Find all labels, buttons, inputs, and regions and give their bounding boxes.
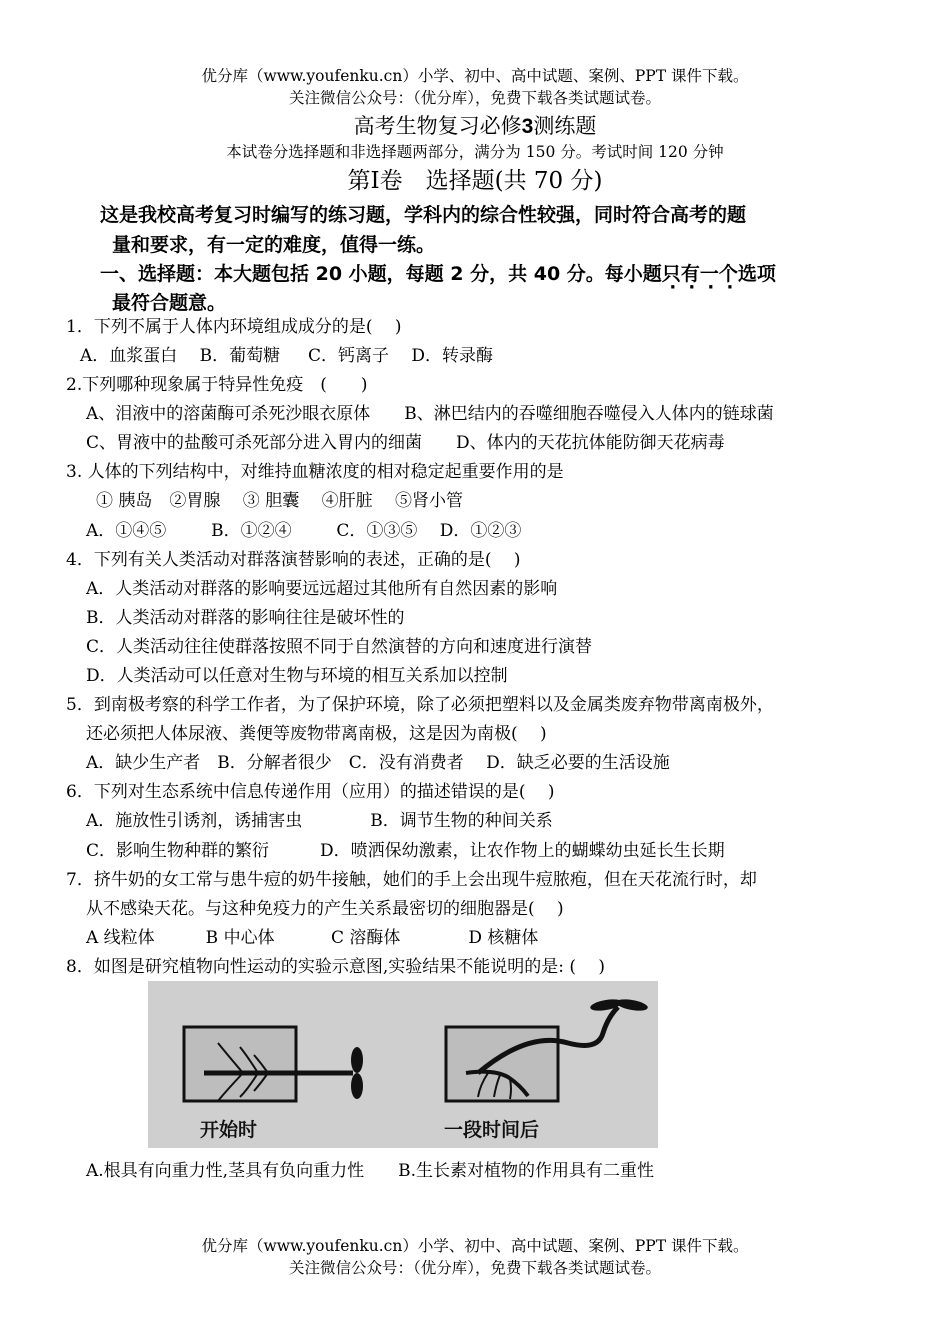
q4-option-a: A．人类活动对群落的影响要远远超过其他所有自然因素的影响 (86, 579, 558, 599)
intro-line-2: 量和要求，有一定的难度，值得一练。 (112, 234, 436, 256)
q4-option-d: D．人类活动可以任意对生物与环境的相互关系加以控制 (86, 666, 508, 686)
title-prefix: 高考生物复习必修 (353, 114, 522, 138)
intro-line-1: 这是我校高考复习时编写的练习题，学科内的综合性较强，同时符合高考的题 (100, 204, 747, 226)
q4-option-b: B．人类活动对群落的影响往往是破坏性的 (86, 608, 405, 628)
q8-options: A.根具有向重力性,茎具有负向重力性 B.生长素对植物的作用具有二重性 (86, 1161, 654, 1181)
section-heading-line-2: 最符合题意。 (112, 292, 227, 314)
page-title (0, 110, 950, 140)
q3-items: ① 胰岛 ②胃腺 ③ 胆囊 ④肝脏 ⑤肾小管 (96, 491, 464, 511)
footer-line-1: 优分库（www.youfenku.cn）小学、初中、高中试题、案例、PPT 课件下载。 (201, 1237, 749, 1255)
title-suffix: 测练题 (533, 114, 597, 138)
q6-stem: 6．下列对生态系统中信息传递作用（应用）的描述错误的是( ) (66, 782, 555, 802)
q2-stem: 2.下列哪种现象属于特异性免疫 ( ) (66, 375, 368, 395)
q5-stem-1: 5．到南极考察的科学工作者，为了保护环境，除了必须把塑料以及金属类废弃物带离南极外， (66, 695, 774, 715)
header-line-2: 关注微信公众号：（优分库），免费下载各类试题试卷。 (288, 89, 661, 107)
q4-option-c: C．人类活动往往使群落按照不同于自然演替的方向和速度进行演替 (86, 637, 593, 657)
plant-tropism-figure (148, 981, 658, 1148)
q4-stem: 4．下列有关人类活动对群落演替影响的表述，正确的是( ) (66, 550, 521, 570)
q7-options: A 线粒体 B 中心体 C 溶酶体 D 核糖体 (86, 928, 539, 948)
q8-stem: 8．如图是研究植物向性运动的实验示意图,实验结果不能说明的是: ( ) (66, 957, 606, 977)
plant-tropism-diagram (148, 981, 658, 1148)
q6-options-2: C．影响生物种群的繁衍 D．喷洒保幼激素，让农作物上的蝴蝶幼虫延长生长期 (86, 841, 725, 861)
section-heading-line-1 (100, 259, 776, 286)
emphasis-char: 有 (680, 263, 700, 285)
q1-options: A．血浆蛋白 B．葡萄糖 C．钙离子 D．转录酶 (80, 346, 494, 366)
figure-label-after: 一段时间后 (444, 1119, 540, 1141)
soil-box-left (184, 1027, 296, 1101)
q3-stem: 3. 人体的下列结构中，对维持血糖浓度的相对稳定起重要作用的是 (66, 462, 564, 482)
q5-options: A．缺少生产者 B．分解者很少 C．没有消费者 D．缺乏必要的生活设施 (86, 753, 670, 773)
q3-options: A．①④⑤ B．①②④ C．①③⑤ D．①②③ (86, 521, 522, 541)
cotyledon-right-right (615, 997, 648, 1012)
footer-line-2: 关注微信公众号：（优分库），免费下载各类试题试卷。 (288, 1259, 661, 1277)
exam-subtitle: 本试卷分选择题和非选择题两部分，满分为 150 分。考试时间 120 分钟 (226, 143, 724, 161)
emphasis-char: 个 (718, 263, 738, 285)
emphasis-char: 一 (699, 263, 719, 285)
volume-heading: 第Ⅰ卷 选择题(共 70 分) (347, 168, 603, 194)
header-line-1: 优分库（www.youfenku.cn）小学、初中、高中试题、案例、PPT 课件下载。 (201, 67, 749, 85)
cotyledon-left-bottom (351, 1073, 363, 1099)
q5-stem-2: 还必须把人体尿液、粪便等废物带离南极，这是因为南极( ) (86, 724, 547, 744)
q2-options-2: C、胃液中的盐酸可杀死部分进入胃内的细菌 D、体内的天花抗体能防御天花病毒 (86, 433, 725, 453)
figure-label-start: 开始时 (200, 1119, 258, 1141)
section-text-a: 一、选择题：本大题包括 20 小题，每题 2 分，共 40 分。每小题 (100, 263, 662, 285)
q1-stem: 1．下列不属于人体内环境组成成分的是( ) (66, 317, 402, 337)
soil-box-right (446, 1027, 558, 1101)
q7-stem-2: 从不感染天花。与这种免疫力的产生关系最密切的细胞器是( ) (86, 899, 564, 919)
emphasis-char: 只 (661, 263, 681, 285)
cotyledon-left-top (351, 1047, 363, 1073)
q6-options-1: A．施放性引诱剂，诱捕害虫 B．调节生物的种间关系 (86, 811, 553, 831)
section-text-b: 选项 (737, 263, 776, 285)
q2-options-1: A、泪液中的溶菌酶可杀死沙眼衣原体 B、淋巴结内的吞噬细胞吞噬侵入人体内的链球菌 (86, 404, 774, 424)
title-num: 3 (521, 115, 534, 138)
q7-stem-1: 7．挤牛奶的女工常与患牛痘的奶牛接触，她们的手上会出现牛痘脓疱，但在天花流行时，却 (66, 870, 757, 890)
